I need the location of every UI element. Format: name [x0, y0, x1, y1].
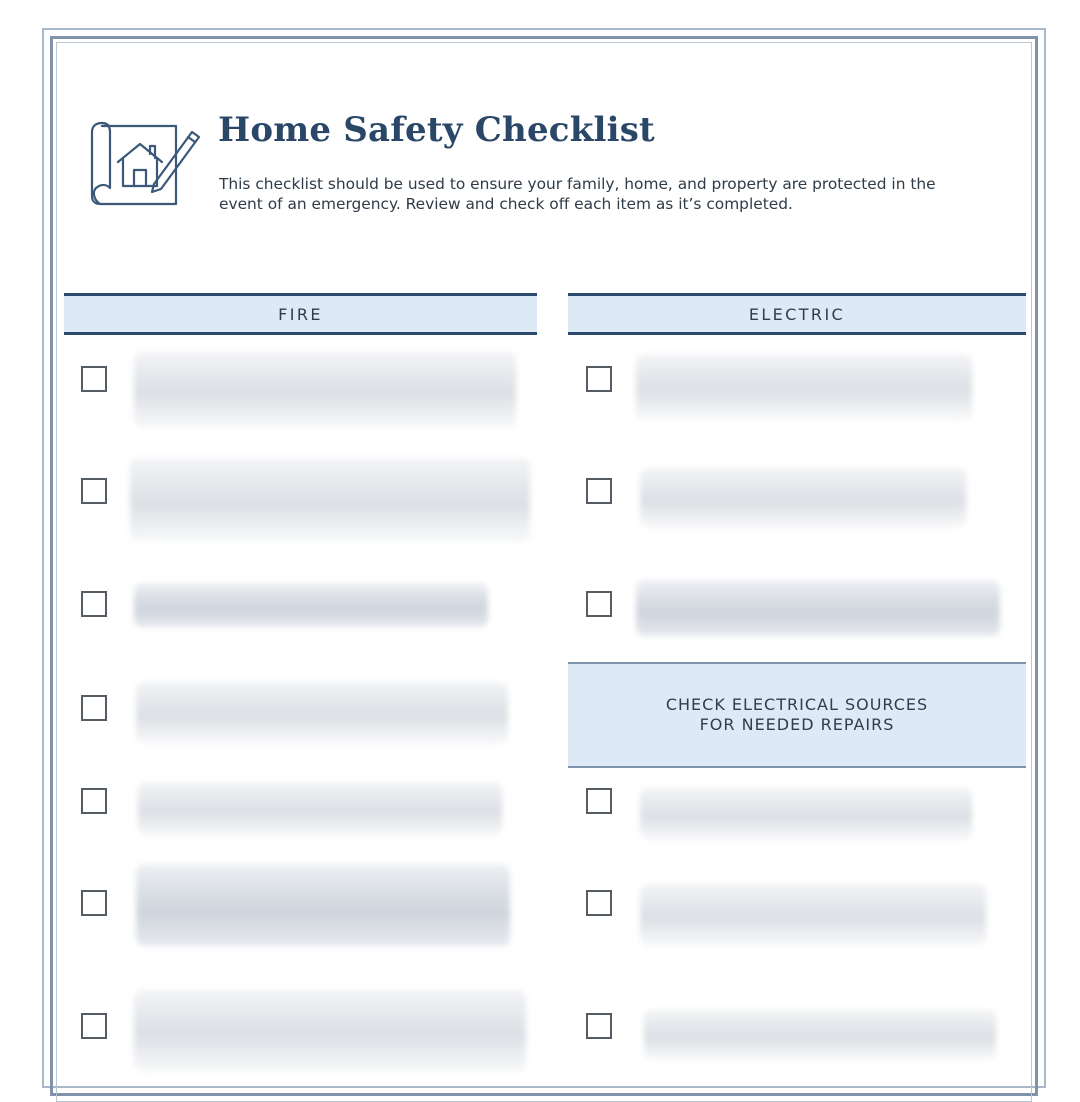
electric-item-3-checkbox[interactable] — [586, 591, 612, 617]
fire-item-1-checkbox[interactable] — [81, 366, 107, 392]
electric-column-header: ELECTRIC — [568, 293, 1026, 335]
electric-item-1-redacted-text — [636, 354, 972, 420]
electric-item-6-checkbox[interactable] — [586, 1013, 612, 1039]
callout-line-2: FOR NEEDED REPAIRS — [699, 715, 895, 734]
fire-item-2-redacted-text — [130, 458, 530, 542]
electrical-repairs-callout — [568, 662, 1026, 768]
electric-item-5-checkbox[interactable] — [586, 890, 612, 916]
fire-item-6-redacted-text — [136, 864, 510, 946]
electric-item-2-redacted-text — [640, 468, 966, 528]
fire-item-6-checkbox[interactable] — [81, 890, 107, 916]
fire-item-7-redacted-text — [134, 990, 526, 1072]
fire-item-3-redacted-text — [134, 583, 488, 627]
electric-item-1-checkbox[interactable] — [586, 366, 612, 392]
fire-column-header: FIRE — [64, 293, 537, 335]
intro-text — [219, 174, 1009, 214]
fire-item-2-checkbox[interactable] — [81, 478, 107, 504]
intro-line-1: This checklist should be used to ensure your family, home, and property are protected in the — [219, 175, 936, 193]
electric-item-3-redacted-text — [636, 580, 1000, 636]
electric-item-4-checkbox[interactable] — [586, 788, 612, 814]
page-title: Home Safety Checklist — [218, 110, 655, 150]
house-blueprint-icon — [88, 118, 204, 208]
callout-line-1: CHECK ELECTRICAL SOURCES — [665, 695, 929, 714]
fire-item-4-checkbox[interactable] — [81, 695, 107, 721]
electric-item-2-checkbox[interactable] — [586, 478, 612, 504]
fire-item-5-checkbox[interactable] — [81, 788, 107, 814]
fire-item-3-checkbox[interactable] — [81, 591, 107, 617]
fire-item-4-redacted-text — [136, 682, 508, 744]
fire-item-1-redacted-text — [134, 352, 516, 428]
electric-item-4-redacted-text — [640, 788, 972, 840]
intro-line-2: event of an emergency. Review and check off each item as it’s completed. — [219, 195, 793, 213]
fire-item-5-redacted-text — [138, 782, 502, 836]
fire-item-7-checkbox[interactable] — [81, 1013, 107, 1039]
electric-item-5-redacted-text — [640, 884, 986, 946]
electric-item-6-redacted-text — [644, 1010, 996, 1060]
